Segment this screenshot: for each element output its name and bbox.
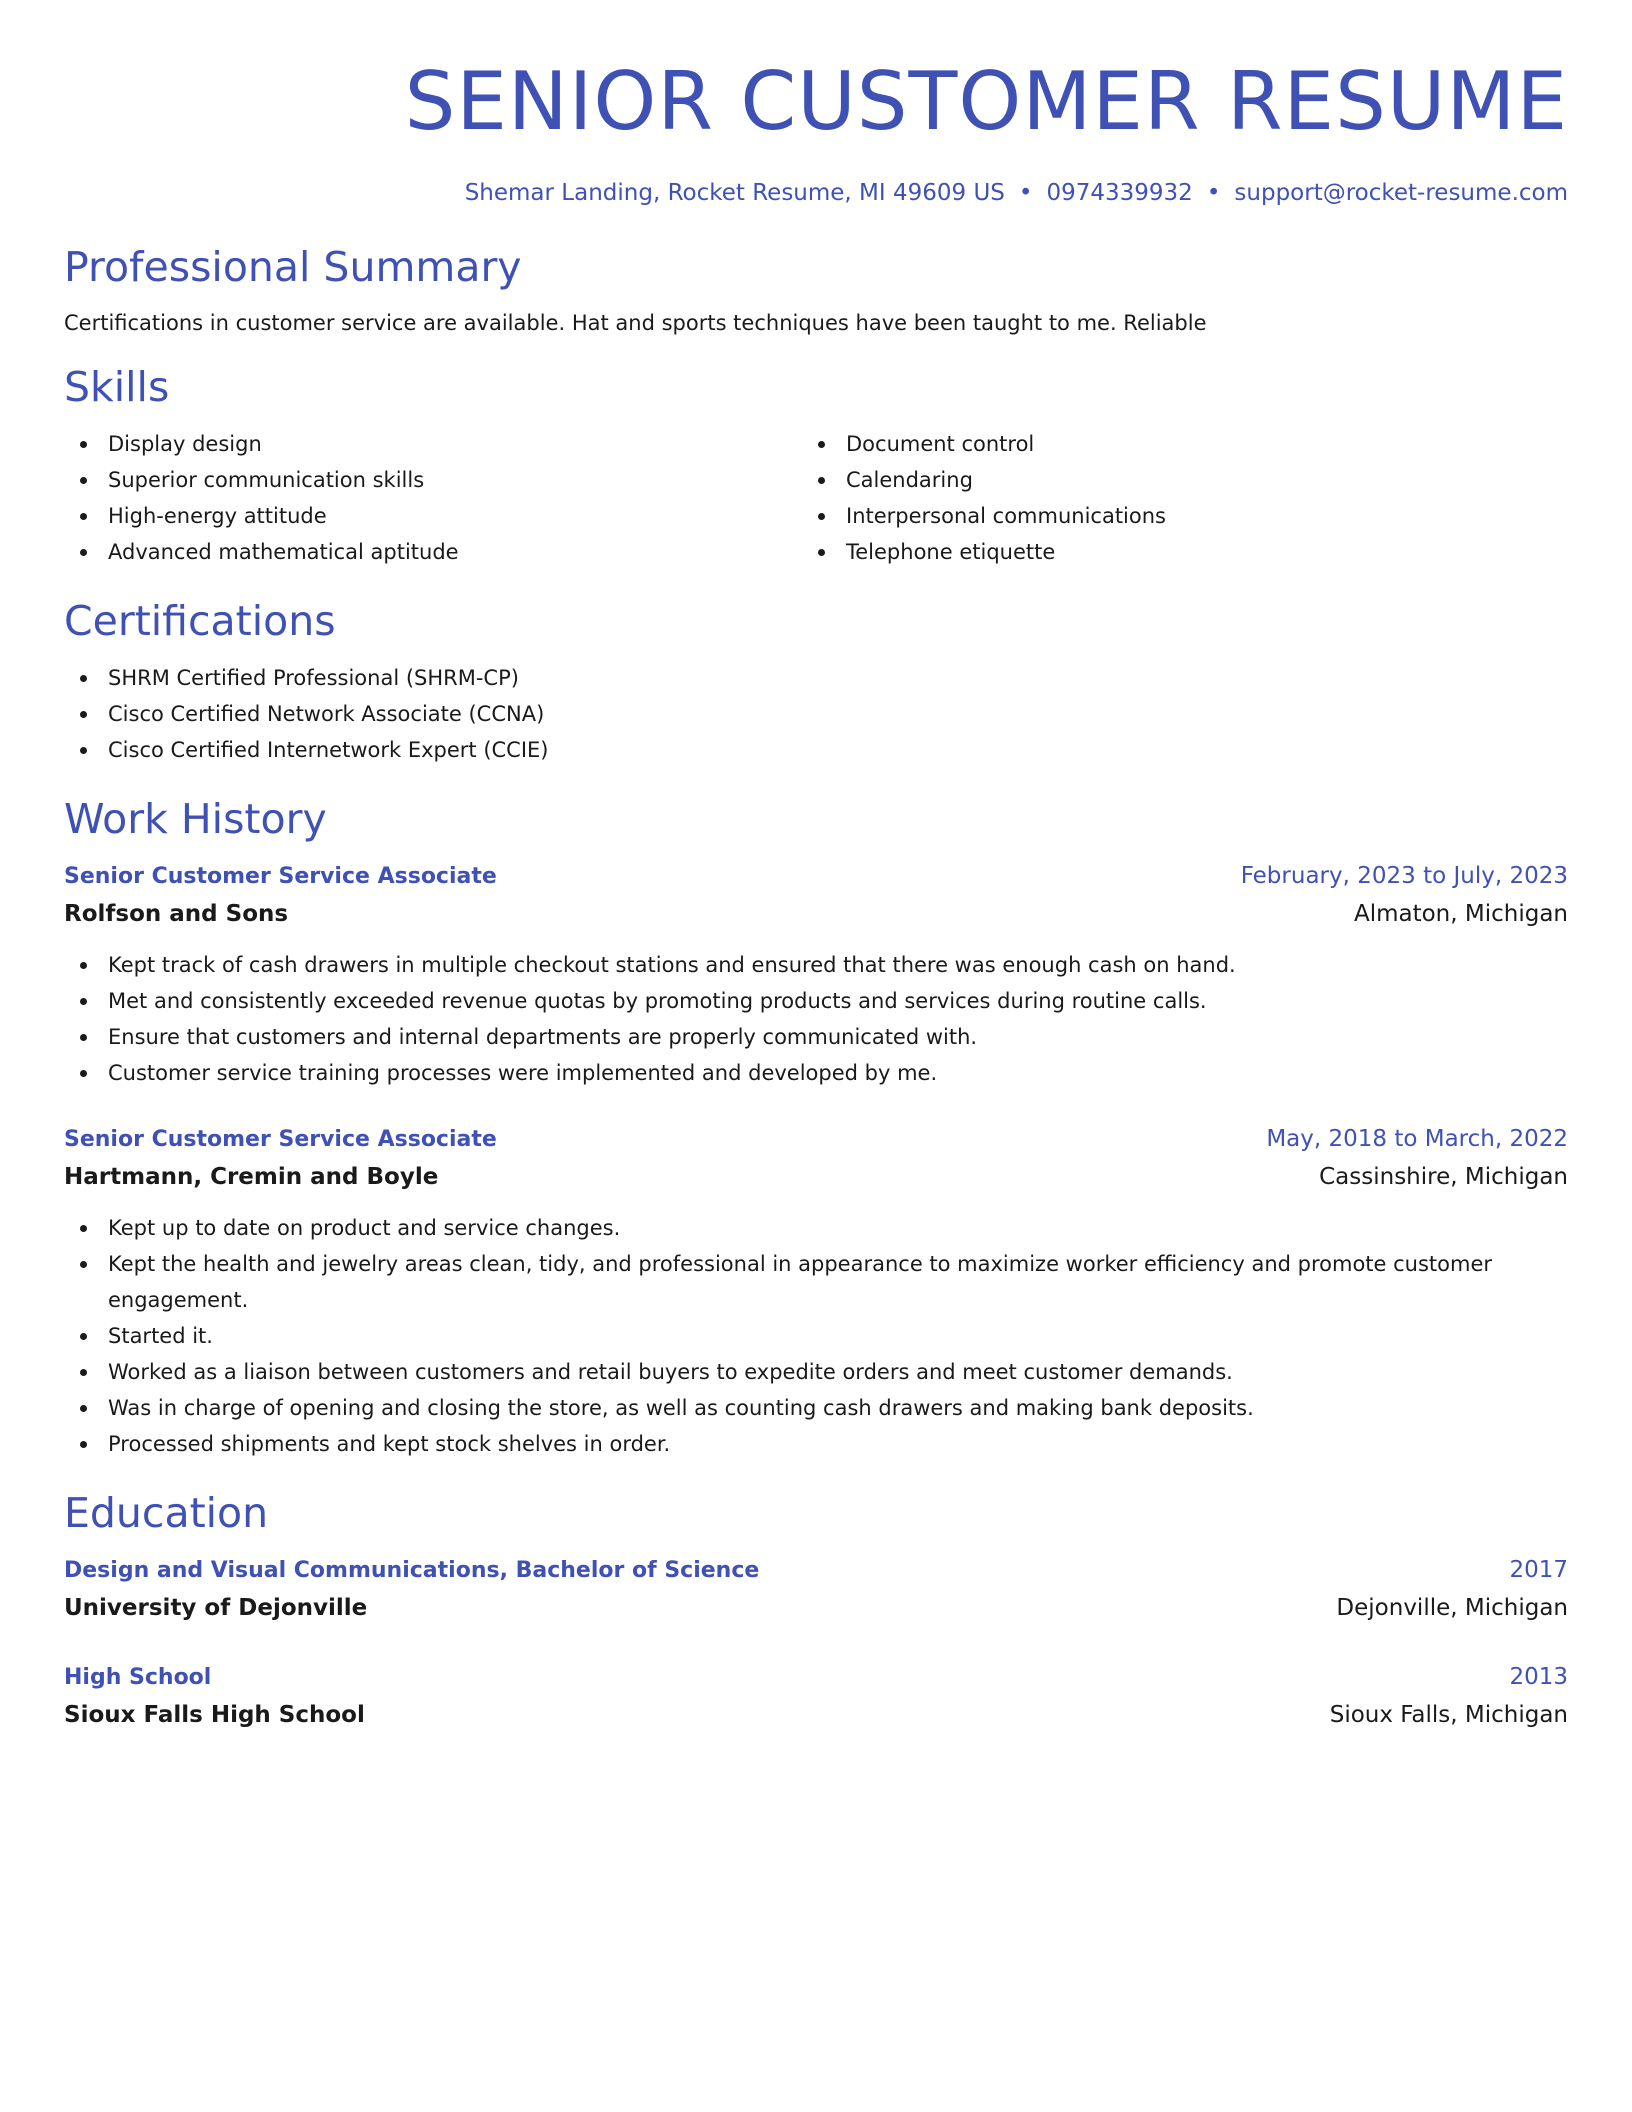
list-item: Document control (802, 426, 1540, 462)
bullet-dot (80, 1333, 87, 1340)
section-title-work: Work History (64, 795, 327, 843)
job-dates: February, 2023 to July, 2023 (1240, 863, 1568, 889)
skills-section (64, 362, 1568, 570)
summary-section (64, 242, 1568, 338)
list-item: Kept track of cash drawers in multiple checkout stations and ensured that there was enough cash on hand. (64, 947, 1568, 983)
contact-line (64, 178, 1568, 208)
list-item: Processed shipments and kept stock shelves in order. (64, 1426, 1568, 1462)
contact-phone: 0974339932 (1046, 180, 1193, 206)
education-entry (64, 1552, 1568, 1627)
summary-text: Certifications in customer service are available. Hat and sports techniques have been taught to me. Reliable (64, 311, 1207, 335)
list-item: Display design (64, 426, 802, 462)
bullet-dot (818, 441, 825, 448)
job-dates: May, 2018 to March, 2022 (1266, 1126, 1568, 1152)
job-bullets (64, 947, 1568, 1091)
list-item: Advanced mathematical aptitude (64, 534, 802, 570)
job-entry (64, 1121, 1568, 1462)
skills-list-right (802, 426, 1540, 570)
list-item: Kept the health and jewelry areas clean, tidy, and professional in appearance to maximize worker efficiency and promote customer engagement. (64, 1246, 1568, 1318)
bullet-dot (80, 1369, 87, 1376)
bullet-dot (80, 1225, 87, 1232)
work-section (64, 794, 1568, 1462)
bullet-dot (818, 549, 825, 556)
job-entry (64, 858, 1568, 1091)
bullet-dot (80, 998, 87, 1005)
education-school: Sioux Falls High School (64, 1702, 365, 1728)
section-title-certifications: Certifications (64, 597, 336, 645)
list-item: Calendaring (802, 462, 1540, 498)
list-item: Cisco Certified Internetwork Expert (CCIE) (64, 732, 1568, 768)
bullet-dot (80, 1261, 87, 1268)
education-location: Sioux Falls, Michigan (1329, 1702, 1568, 1728)
bullet-dot (80, 477, 87, 484)
education-school: University of Dejonville (64, 1595, 368, 1621)
education-year: 2013 (1509, 1664, 1568, 1690)
job-title: Senior Customer Service Associate (64, 864, 497, 889)
education-degree: High School (64, 1665, 212, 1690)
job-bullets (64, 1210, 1568, 1462)
skills-grid (64, 426, 1568, 570)
certifications-list (64, 660, 1568, 768)
resume-header (64, 56, 1568, 208)
bullet-dot (80, 962, 87, 969)
education-location: Dejonville, Michigan (1336, 1595, 1568, 1621)
bullet-dot (80, 1070, 87, 1077)
job-company: Hartmann, Cremin and Boyle (64, 1164, 439, 1190)
contact-email[interactable]: support@rocket-resume.com (1234, 180, 1568, 206)
education-entry (64, 1659, 1568, 1734)
section-title-skills: Skills (64, 363, 170, 411)
bullet-dot (80, 675, 87, 682)
job-location: Cassinshire, Michigan (1319, 1164, 1568, 1190)
job-company: Rolfson and Sons (64, 901, 289, 927)
bullet-dot (80, 513, 87, 520)
skills-column-left (64, 426, 802, 570)
list-item: Customer service training processes were implemented and developed by me. (64, 1055, 1568, 1091)
education-degree: Design and Visual Communications, Bachelor of Science (64, 1558, 760, 1583)
job-title: Senior Customer Service Associate (64, 1127, 497, 1152)
bullet-dot (80, 1034, 87, 1041)
list-item: Kept up to date on product and service changes. (64, 1210, 1568, 1246)
list-item: Met and consistently exceeded revenue quotas by promoting products and services during routine calls. (64, 983, 1568, 1019)
skills-list-left (64, 426, 802, 570)
bullet-dot (80, 711, 87, 718)
contact-separator: • (1018, 180, 1033, 206)
resume-name: SENIOR CUSTOMER RESUME (404, 55, 1568, 148)
list-item: Worked as a liaison between customers and retail buyers to expedite orders and meet customer demands. (64, 1354, 1568, 1390)
list-item: Was in charge of opening and closing the store, as well as counting cash drawers and making bank deposits. (64, 1390, 1568, 1426)
bullet-dot (80, 549, 87, 556)
bullet-dot (80, 1405, 87, 1412)
list-item: Interpersonal communications (802, 498, 1540, 534)
bullet-dot (80, 441, 87, 448)
skills-column-right (802, 426, 1540, 570)
contact-address: Shemar Landing, Rocket Resume, MI 49609 US (464, 180, 1005, 206)
list-item: Ensure that customers and internal departments are properly communicated with. (64, 1019, 1568, 1055)
list-item: SHRM Certified Professional (SHRM-CP) (64, 660, 1568, 696)
list-item: Started it. (64, 1318, 1568, 1354)
certifications-section (64, 596, 1568, 768)
section-title-education: Education (64, 1489, 269, 1537)
list-item: High-energy attitude (64, 498, 802, 534)
bullet-dot (818, 513, 825, 520)
job-location: Almaton, Michigan (1353, 901, 1568, 927)
bullet-dot (80, 1441, 87, 1448)
education-year: 2017 (1509, 1557, 1568, 1583)
list-item: Superior communication skills (64, 462, 802, 498)
list-item: Cisco Certified Network Associate (CCNA) (64, 696, 1568, 732)
bullet-dot (80, 747, 87, 754)
section-title-summary: Professional Summary (64, 243, 522, 291)
bullet-dot (818, 477, 825, 484)
contact-separator: • (1206, 180, 1221, 206)
list-item: Telephone etiquette (802, 534, 1540, 570)
education-section (64, 1488, 1568, 1734)
